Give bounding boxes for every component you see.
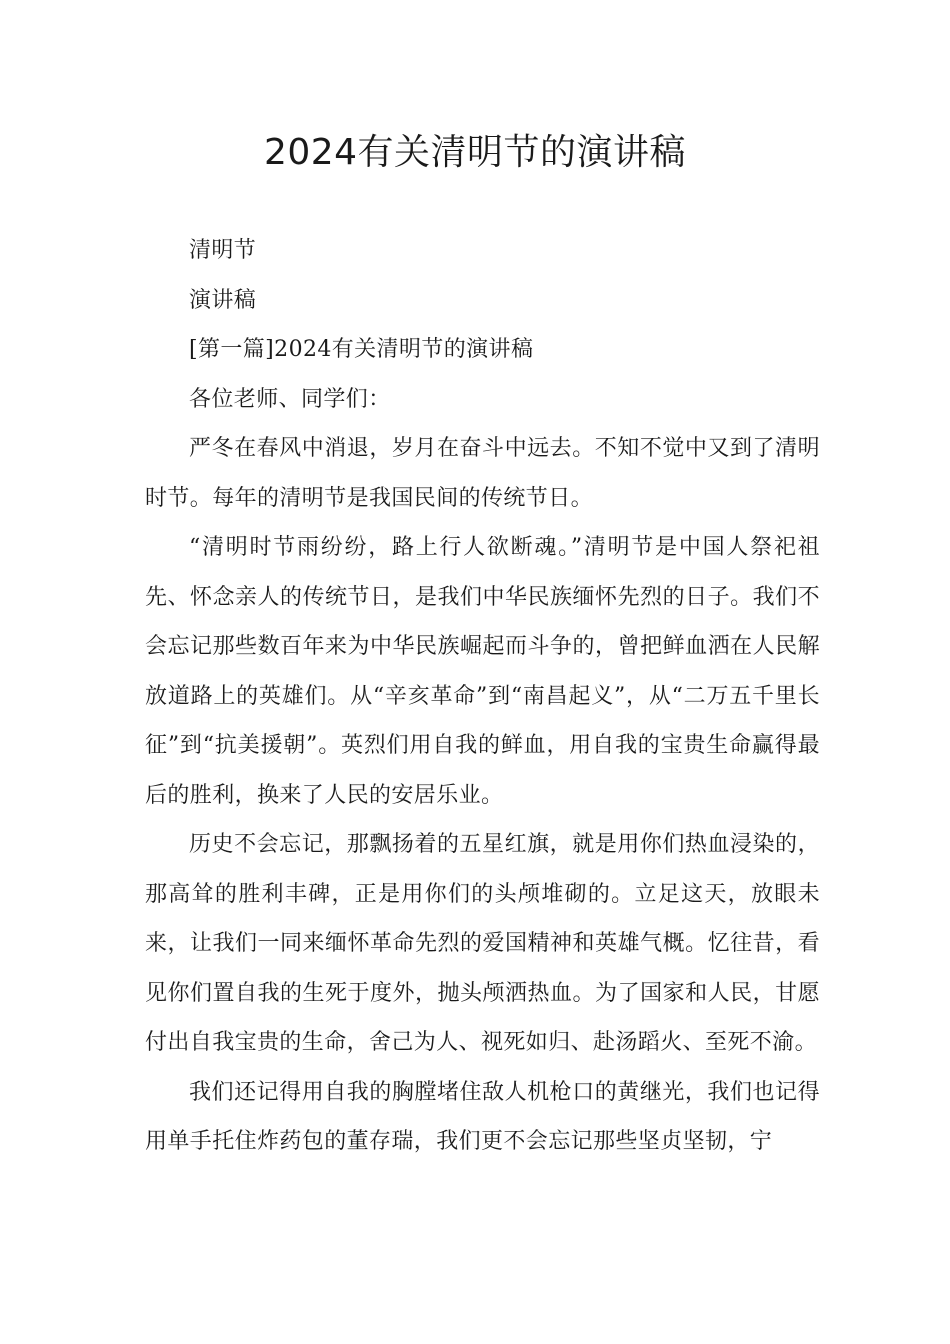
paragraph: [第一篇]2024有关清明节的演讲稿	[189, 337, 534, 362]
paragraph: “清明时节雨纷纷，路上行人欲断魂。”清明节是中国人祭祀祖先、怀念亲人的传统节日，是我们中华民族缅怀先烈的日子。我们不会忘记那些数百年来为中华民族崛起而斗争的，曾把鲜血洒在人民解放道路上的英雄们。从“辛亥革命”到“南昌起义”，从“二万五千里长征”到“抗美援朝”。英烈们用自我的鲜血，用自我的宝贵生命赢得最后的胜利，换来了人民的安居乐业。	[145, 535, 820, 808]
paragraph: 各位老师、同学们：	[189, 386, 391, 412]
paragraph: 严冬在春风中消退，岁月在奋斗中远去。不知不觉中又到了清明时节。每年的清明节是我国民间的传统节日。	[145, 436, 820, 511]
paragraph: 演讲稿	[189, 287, 257, 313]
document-title: 2024有关清明节的演讲稿	[263, 132, 687, 173]
paragraph: 我们还记得用自我的胸膛堵住敌人机枪口的黄继光，我们也记得用单手托住炸药包的董存瑞，我们更不会忘记那些坚贞坚韧，宁	[145, 1079, 820, 1154]
paragraph: 清明节	[189, 238, 257, 263]
paragraph: 历史不会忘记，那飘扬着的五星红旗，就是用你们热血浸染的，那高耸的胜利丰碑，正是用你们的头颅堆砌的。立足这天，放眼未来，让我们一同来缅怀革命先烈的爱国精神和英雄气概。忆往昔，看见你们置自我的生死于度外，抛头颅洒热血。为了国家和人民，甘愿付出自我宝贵的生命，舍己为人、视死如归、赴汤蹈火、至死不渝。	[145, 832, 820, 1055]
document-body	[145, 226, 820, 1167]
